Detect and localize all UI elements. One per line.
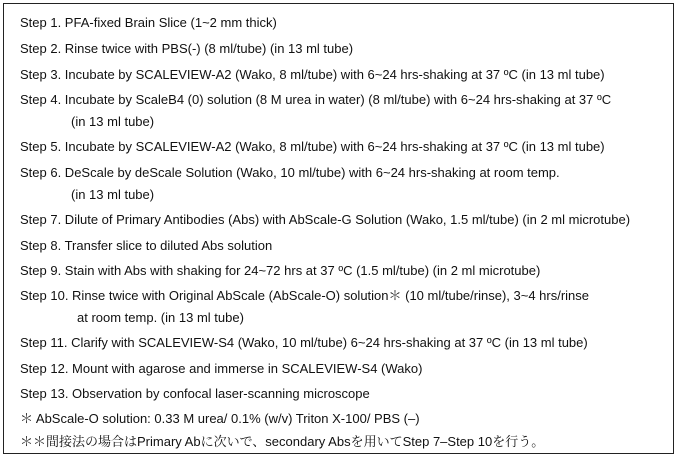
step-5: Step 5. Incubate by SCALEVIEW-A2 (Wako, 8 ml/tube) with 6~24 hrs-shaking at 37 ºC (in 13 ml tube) <box>20 139 605 154</box>
step-4-continued: (in 13 ml tube) <box>71 114 155 129</box>
step-11: Step 11. Clarify with SCALEVIEW-S4 (Wako, 10 ml/tube) 6~24 hrs-shaking at 37 ºC (in 13 ml tube) <box>20 335 588 350</box>
step-7: Step 7. Dilute of Primary Antibodies (Abs) with AbScale-G Solution (Wako, 1.5 ml/tube) (in 2 ml microtube) <box>20 212 631 227</box>
step-10-continued: at room temp. (in 13 ml tube) <box>77 310 244 325</box>
step-13: Step 13. Observation by confocal laser-scanning microscope <box>20 386 370 401</box>
step-10: Step 10. Rinse twice with Original AbScale (AbScale-O) solution＊ (10 ml/tube/rinse), 3~4 hrs/rinse <box>20 288 590 303</box>
footnote-2: ＊＊間接法の場合はPrimary Abに次いで、secondary Absを用いてStep 7–Step 10を行う。 <box>20 434 545 449</box>
footnote-1: ＊ AbScale-O solution: 0.33 M urea/ 0.1% (w/v) Triton X-100/ PBS (–) <box>20 411 420 426</box>
step-6: Step 6. DeScale by deScale Solution (Wako, 10 ml/tube) with 6~24 hrs-shaking at room temp. <box>20 165 560 180</box>
step-8: Step 8. Transfer slice to diluted Abs solution <box>20 238 273 253</box>
protocol-box <box>3 3 674 454</box>
step-12: Step 12. Mount with agarose and immerse in SCALEVIEW-S4 (Wako) <box>20 361 423 376</box>
step-9: Step 9. Stain with Abs with shaking for 24~72 hrs at 37 ºC (1.5 ml/tube) (in 2 ml microtube) <box>20 263 541 278</box>
step-4: Step 4. Incubate by ScaleB4 (0) solution (8 M urea in water) (8 ml/tube) with 6~24 hrs-shaking at 37 ºC <box>20 92 612 107</box>
step-6-continued: (in 13 ml tube) <box>71 187 155 202</box>
step-2: Step 2. Rinse twice with PBS(-) (8 ml/tube) (in 13 ml tube) <box>20 41 354 56</box>
step-3: Step 3. Incubate by SCALEVIEW-A2 (Wako, 8 ml/tube) with 6~24 hrs-shaking at 37 ºC (in 13 ml tube) <box>20 67 605 82</box>
step-1: Step 1. PFA-fixed Brain Slice (1~2 mm thick) <box>20 15 277 30</box>
